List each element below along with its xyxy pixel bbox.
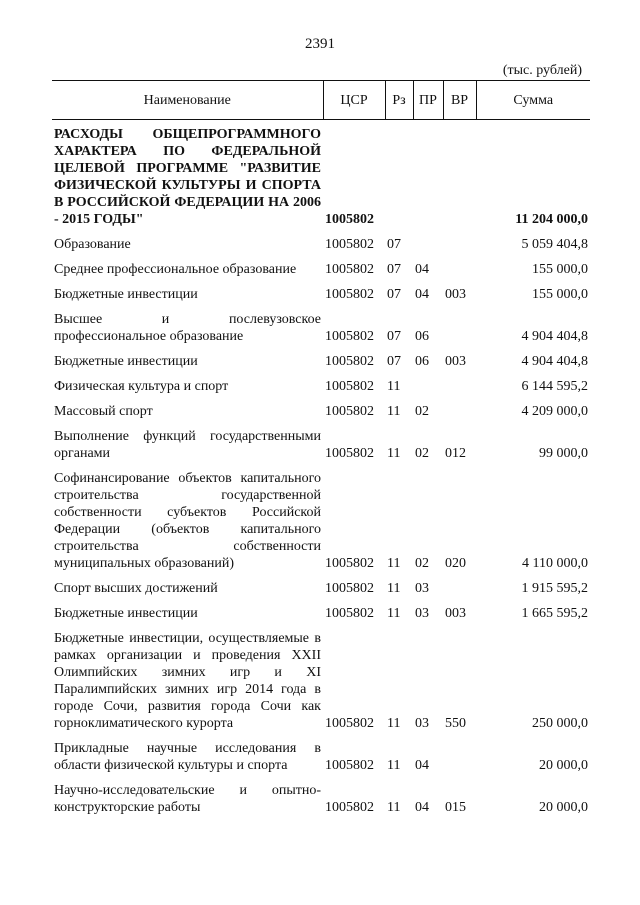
row-rz: 11: [387, 581, 401, 596]
row-name: Бюджетные инвестиции: [54, 354, 198, 369]
row-csr: 1005802: [325, 262, 374, 277]
table-row: [52, 281, 590, 306]
row-csr: 1005802: [325, 212, 374, 227]
row-pr: 04: [415, 758, 429, 773]
row-vr: 015: [445, 800, 466, 815]
row-rz: 11: [387, 800, 401, 815]
table-row: [52, 348, 590, 373]
row-rz: 11: [387, 758, 401, 773]
row-sum: 6 144 595,2: [521, 379, 588, 394]
row-pr: 03: [415, 606, 429, 621]
row-name: Спорт высших достижений: [54, 581, 218, 596]
table-row: [52, 256, 590, 281]
column-header-sum: Сумма: [476, 81, 590, 120]
table-row: [52, 625, 590, 735]
row-pr: 04: [415, 800, 429, 815]
table-row: [52, 465, 590, 575]
row-csr: 1005802: [325, 606, 374, 621]
table-row: [52, 373, 590, 398]
row-pr: 02: [415, 446, 429, 461]
row-csr: 1005802: [325, 800, 374, 815]
row-sum: 99 000,0: [539, 446, 588, 461]
table-row: [52, 735, 590, 777]
row-csr: 1005802: [325, 287, 374, 302]
row-name: Прикладные научные исследования в области физической культуры и спорта: [54, 741, 321, 773]
table-row: [52, 306, 590, 348]
row-csr: 1005802: [325, 556, 374, 571]
row-pr: 03: [415, 716, 429, 731]
row-vr: 020: [445, 556, 466, 571]
row-name: Физическая культура и спорт: [54, 379, 229, 394]
row-rz: 11: [387, 379, 401, 394]
row-pr: 03: [415, 581, 429, 596]
table-row: [52, 423, 590, 465]
table-row: [52, 777, 590, 819]
row-name: Научно-исследовательские и опытно-конструкторские работы: [54, 783, 321, 815]
row-vr: [443, 256, 476, 281]
row-vr: 003: [445, 606, 466, 621]
row-vr: [443, 306, 476, 348]
row-sum: 1 665 595,2: [521, 606, 588, 621]
row-csr: 1005802: [325, 446, 374, 461]
row-pr: 04: [415, 262, 429, 277]
row-csr: 1005802: [325, 581, 374, 596]
row-csr: 1005802: [325, 379, 374, 394]
row-csr: 1005802: [325, 716, 374, 731]
table-header-row: [52, 81, 590, 120]
table-row: [52, 398, 590, 423]
row-name: Бюджетные инвестиции: [54, 606, 198, 621]
row-vr: [443, 398, 476, 423]
row-sum: 155 000,0: [532, 262, 588, 277]
units-label: (тыс. рублей): [502, 63, 582, 78]
budget-table: [52, 80, 590, 819]
row-pr: 04: [415, 287, 429, 302]
row-rz: 07: [387, 237, 401, 252]
row-vr: [443, 120, 476, 232]
row-name: Среднее профессиональное образование: [54, 262, 297, 277]
row-rz: 11: [387, 556, 401, 571]
row-vr: [443, 373, 476, 398]
row-csr: 1005802: [325, 329, 374, 344]
row-name: Бюджетные инвестиции, осуществляемые в рамках организации и проведения XXII Олимпийских зимних игр и XI Паралимпийских зимних игр 2014 года в городе Сочи, развития города Сочи как горноклиматического курорта: [54, 631, 321, 731]
row-sum: 4 904 404,8: [521, 329, 588, 344]
row-vr: 003: [445, 354, 466, 369]
row-name: Бюджетные инвестиции: [54, 287, 198, 302]
row-vr: 003: [445, 287, 466, 302]
column-header-rz: Рз: [385, 81, 413, 120]
row-rz: 07: [387, 329, 401, 344]
row-sum: 5 059 404,8: [521, 237, 588, 252]
table-row: [52, 575, 590, 600]
page-number: 2391: [305, 36, 335, 52]
row-pr: 02: [415, 556, 429, 571]
row-rz: 11: [387, 446, 401, 461]
row-pr: 02: [415, 404, 429, 419]
row-vr: 012: [445, 446, 466, 461]
row-sum: 20 000,0: [539, 800, 588, 815]
row-vr: [443, 735, 476, 777]
row-rz: 07: [387, 262, 401, 277]
row-sum: 250 000,0: [532, 716, 588, 731]
row-rz: 11: [387, 404, 401, 419]
row-sum: 4 209 000,0: [521, 404, 588, 419]
row-sum: 155 000,0: [532, 287, 588, 302]
column-header-vr: ВР: [443, 81, 476, 120]
row-name: Массовый спорт: [54, 404, 153, 419]
column-header-name: Наименование: [52, 81, 323, 120]
row-rz: 11: [387, 606, 401, 621]
row-vr: [443, 231, 476, 256]
row-csr: 1005802: [325, 354, 374, 369]
row-sum: 20 000,0: [539, 758, 588, 773]
row-name: Софинансирование объектов капитального строительства государственной собственности субъектов Российской Федерации (объектов капитального строительства собственности муниципальных образований): [54, 471, 321, 571]
row-sum: 11 204 000,0: [515, 212, 588, 227]
row-name: РАСХОДЫ ОБЩЕПРОГРАММНОГО ХАРАКТЕРА ПО ФЕДЕРАЛЬНОЙ ЦЕЛЕВОЙ ПРОГРАММЕ "РАЗВИТИЕ ФИЗИЧЕСКОЙ КУЛЬТУРЫ И СПОРТА В РОССИЙСКОЙ ФЕДЕРАЦИИ НА 2006 - 2015 ГОДЫ": [54, 127, 321, 227]
row-vr: [443, 575, 476, 600]
row-pr: [413, 373, 443, 398]
row-sum: 1 915 595,2: [521, 581, 588, 596]
row-vr: 550: [445, 716, 466, 731]
column-header-pr: ПР: [413, 81, 443, 120]
table-row: [52, 600, 590, 625]
row-rz: 07: [387, 354, 401, 369]
row-name: Образование: [54, 237, 131, 252]
table-row: [52, 231, 590, 256]
row-sum: 4 110 000,0: [522, 556, 588, 571]
row-rz: 07: [387, 287, 401, 302]
row-pr: 06: [415, 354, 429, 369]
row-rz: [385, 120, 413, 232]
row-rz: 11: [387, 716, 401, 731]
row-csr: 1005802: [325, 237, 374, 252]
row-pr: 06: [415, 329, 429, 344]
table-row: [52, 120, 590, 232]
column-header-csr: ЦСР: [323, 81, 385, 120]
row-name: Выполнение функций государственными органами: [54, 429, 321, 461]
row-name: Высшее и послевузовское профессиональное образование: [54, 312, 321, 344]
row-pr: [413, 231, 443, 256]
row-csr: 1005802: [325, 404, 374, 419]
row-csr: 1005802: [325, 758, 374, 773]
row-pr: [413, 120, 443, 232]
row-sum: 4 904 404,8: [521, 354, 588, 369]
